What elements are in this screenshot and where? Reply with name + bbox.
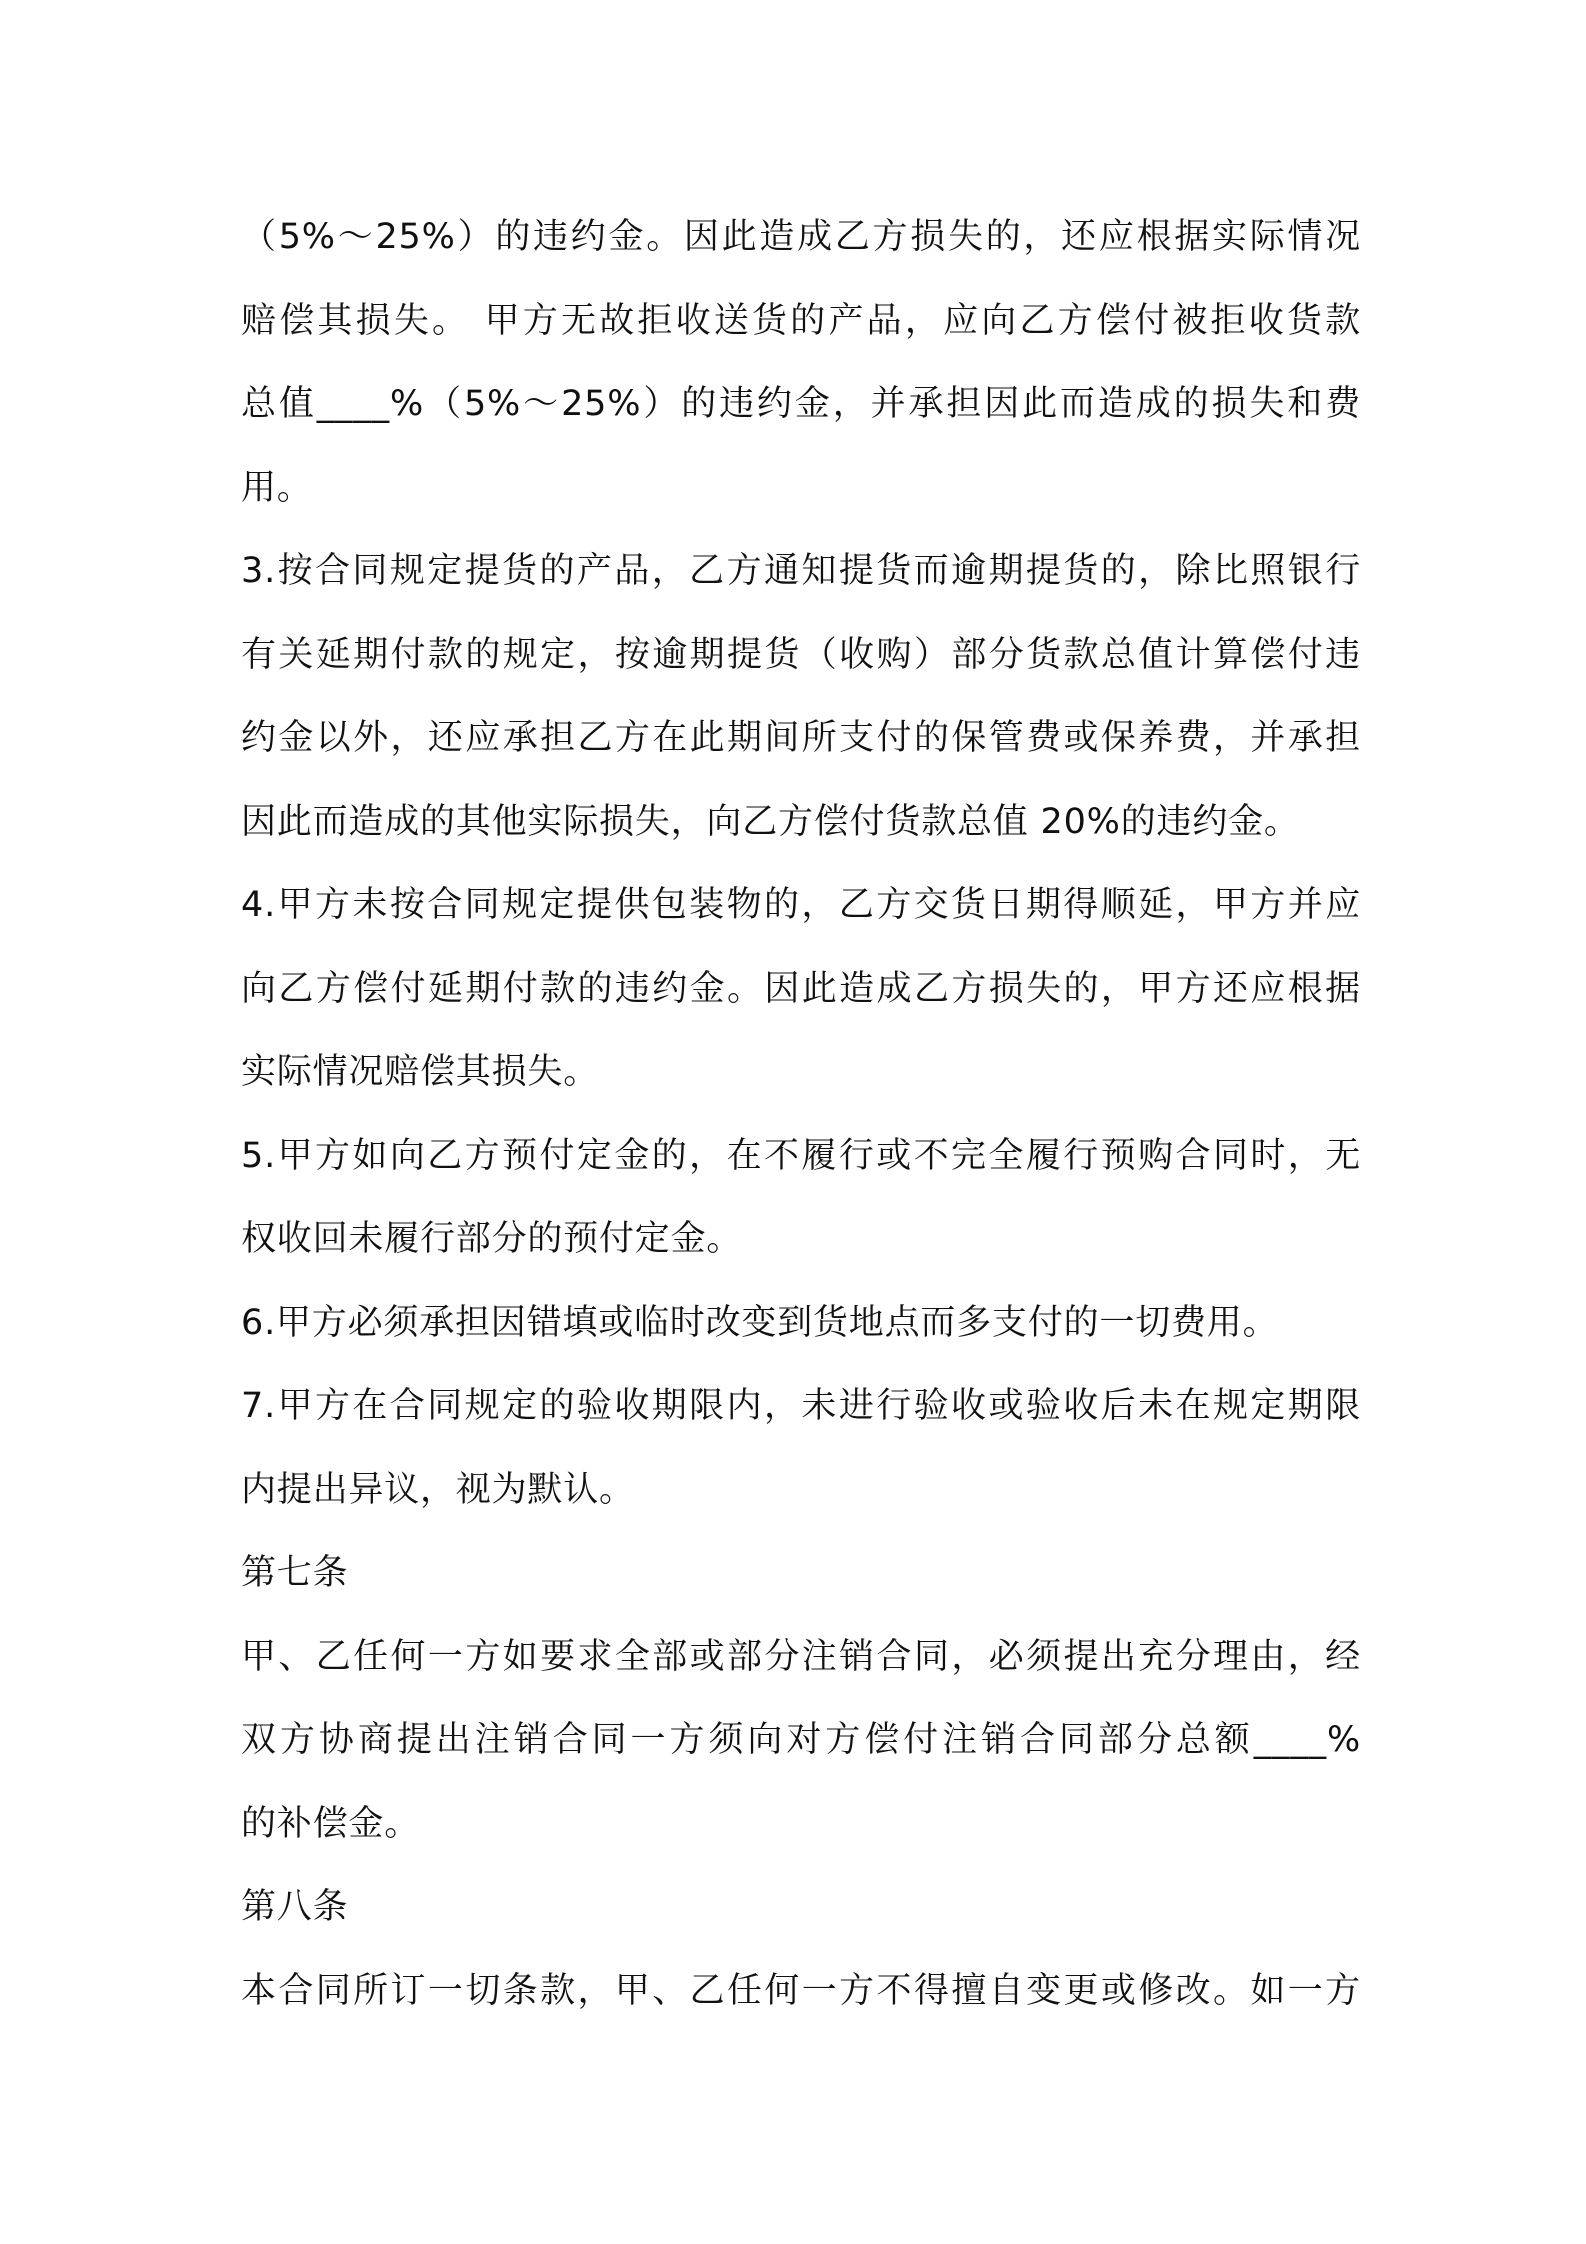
text-line: 5.甲方如向乙方预付定金的，在不履行或不完全履行预购合同时，无	[241, 1135, 1361, 1176]
text-line: （5%～25%）的违约金。因此造成乙方损失的，还应根据实际情况	[241, 217, 1361, 257]
text-line: 实际情况赔偿其损失。	[241, 1052, 600, 1092]
text-line: 向乙方偿付延期付款的违约金。因此造成乙方损失的，甲方还应根据	[241, 968, 1361, 1009]
article-heading: 第七条	[241, 1553, 349, 1593]
text-line: 有关延期付款的规定，按逾期提货（收购）部分货款总值计算偿付违	[241, 634, 1361, 675]
text-line: 甲、乙任何一方如要求全部或部分注销合同，必须提出充分理由，经	[241, 1636, 1361, 1677]
text-line: 约金以外，还应承担乙方在此期间所支付的保管费或保养费，并承担	[241, 718, 1361, 758]
text-line: 总值____%（5%～25%）的违约金，并承担因此而造成的损失和费	[241, 384, 1361, 424]
text-line: 4.甲方未按合同规定提供包装物的，乙方交货日期得顺延，甲方并应	[241, 885, 1361, 925]
text-line: 内提出异议，视为默认。	[241, 1469, 635, 1510]
text-line: 3.按合同规定提货的产品，乙方通知提货而逾期提货的，除比照银行	[241, 551, 1361, 591]
text-line: 赔偿其损失。 甲方无故拒收送货的产品，应向乙方偿付被拒收货款	[241, 300, 1361, 341]
text-line: 本合同所订一切条款，甲、乙任何一方不得擅自变更或修改。如一方	[241, 1970, 1361, 2011]
text-line: 7.甲方在合同规定的验收期限内，未进行验收或验收后未在规定期限	[241, 1386, 1361, 1426]
text-line: 用。	[241, 467, 313, 508]
article-heading: 第八条	[241, 1887, 349, 1927]
text-line: 6.甲方必须承担因错填或临时改变到货地点而多支付的一切费用。	[241, 1302, 1279, 1343]
text-line: 因此而造成的其他实际损失，向乙方偿付货款总值 20%的违约金。	[241, 801, 1300, 842]
text-line: 的补偿金。	[241, 1803, 421, 1844]
contract-body-text	[241, 196, 1361, 2033]
text-line: 双方协商提出注销合同一方须向对方偿付注销合同部分总额____%	[241, 1720, 1361, 1760]
text-line: 权收回未履行部分的预付定金。	[241, 1219, 743, 1259]
